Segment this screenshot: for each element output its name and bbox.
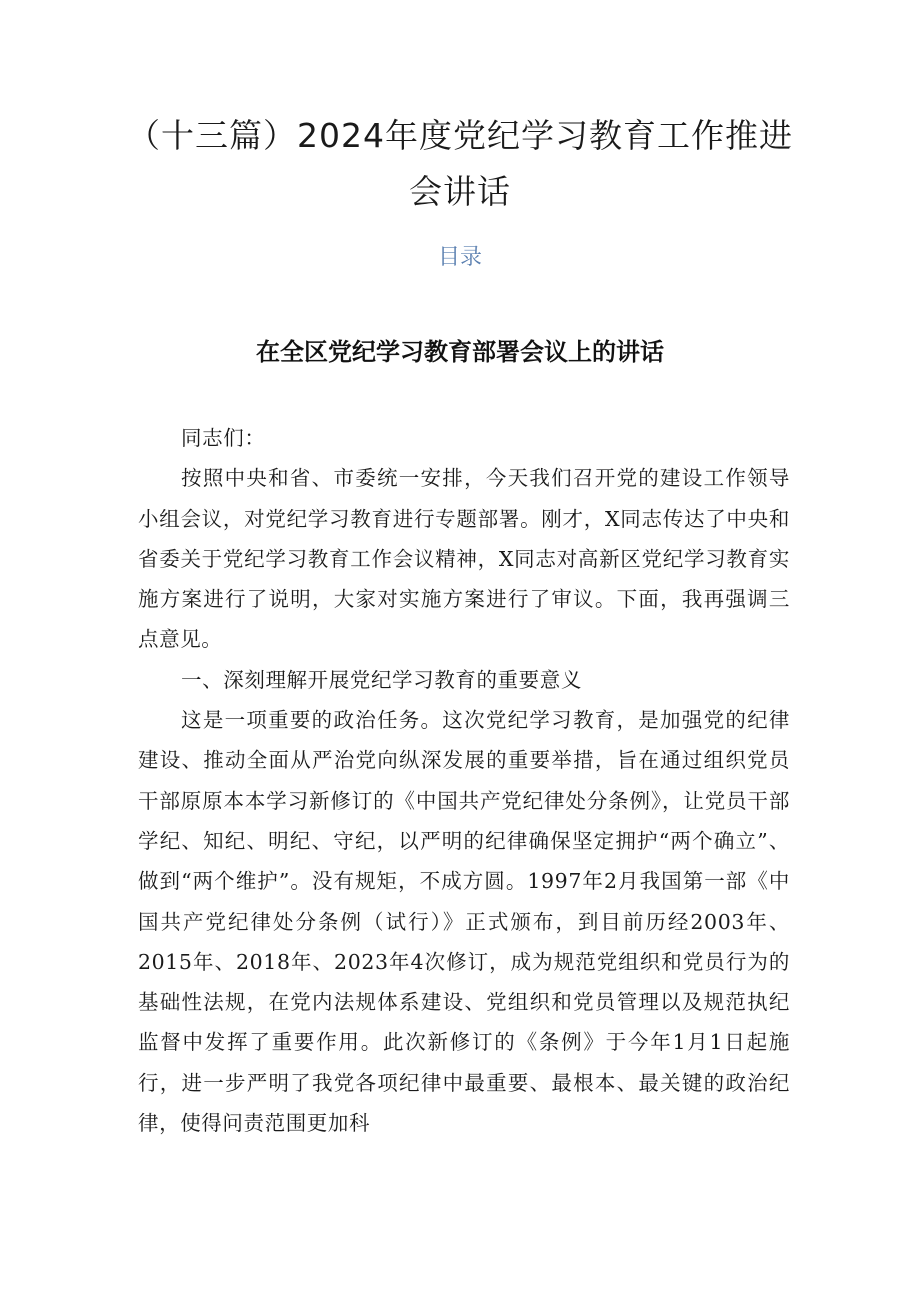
section-title: 在全区党纪学习教育部署会议上的讲话 xyxy=(256,338,664,366)
paragraph-significance: 这是一项重要的政治任务。这次党纪学习教育，是加强党的纪律建设、推动全面从严治党向纵深发展的重要举措，旨在通过组织党员干部原原本本学习新修订的《中国共产党纪律处分条例》，让党员干部学纪、知纪、明纪、守纪，以严明的纪律确保坚定拥护“两个确立”、做到“两个维护”。没有规矩，不成方圆。1997年2月我国第一部《中国共产党纪律处分条例（试行）》正式颁布，到目前历经2003年、2015年、2018年、2023年4次修订，成为规范党组织和党员行为的基础性法规，在党内法规体系建设、党组织和党员管理以及规范执纪监督中发挥了重要作用。此次新修订的《条例》于今年1月1日起施行，进一步严明了我党各项纪律中最重要、最根本、最关键的政治纪律，使得问责范围更加科 xyxy=(138,708,790,1136)
document-title: （十三篇）2024年度党纪学习教育工作推进会讲话 xyxy=(127,116,793,211)
heading-part-one: 一、深刻理解开展党纪学习教育的重要意义 xyxy=(181,667,582,692)
salutation: 同志们： xyxy=(181,426,266,450)
paragraph-intro: 按照中央和省、市委统一安排，今天我们召开党的建设工作领导小组会议，对党纪学习教育进行专题部署。刚才，X同志传达了中央和省委关于党纪学习教育工作会议精神，X同志对高新区党纪学习教育实施方案进行了说明，大家对实施方案进行了审议。下面，我再强调三点意见。 xyxy=(138,466,790,652)
table-of-contents-link[interactable]: 目录 xyxy=(437,245,482,270)
document-body xyxy=(138,418,790,1143)
